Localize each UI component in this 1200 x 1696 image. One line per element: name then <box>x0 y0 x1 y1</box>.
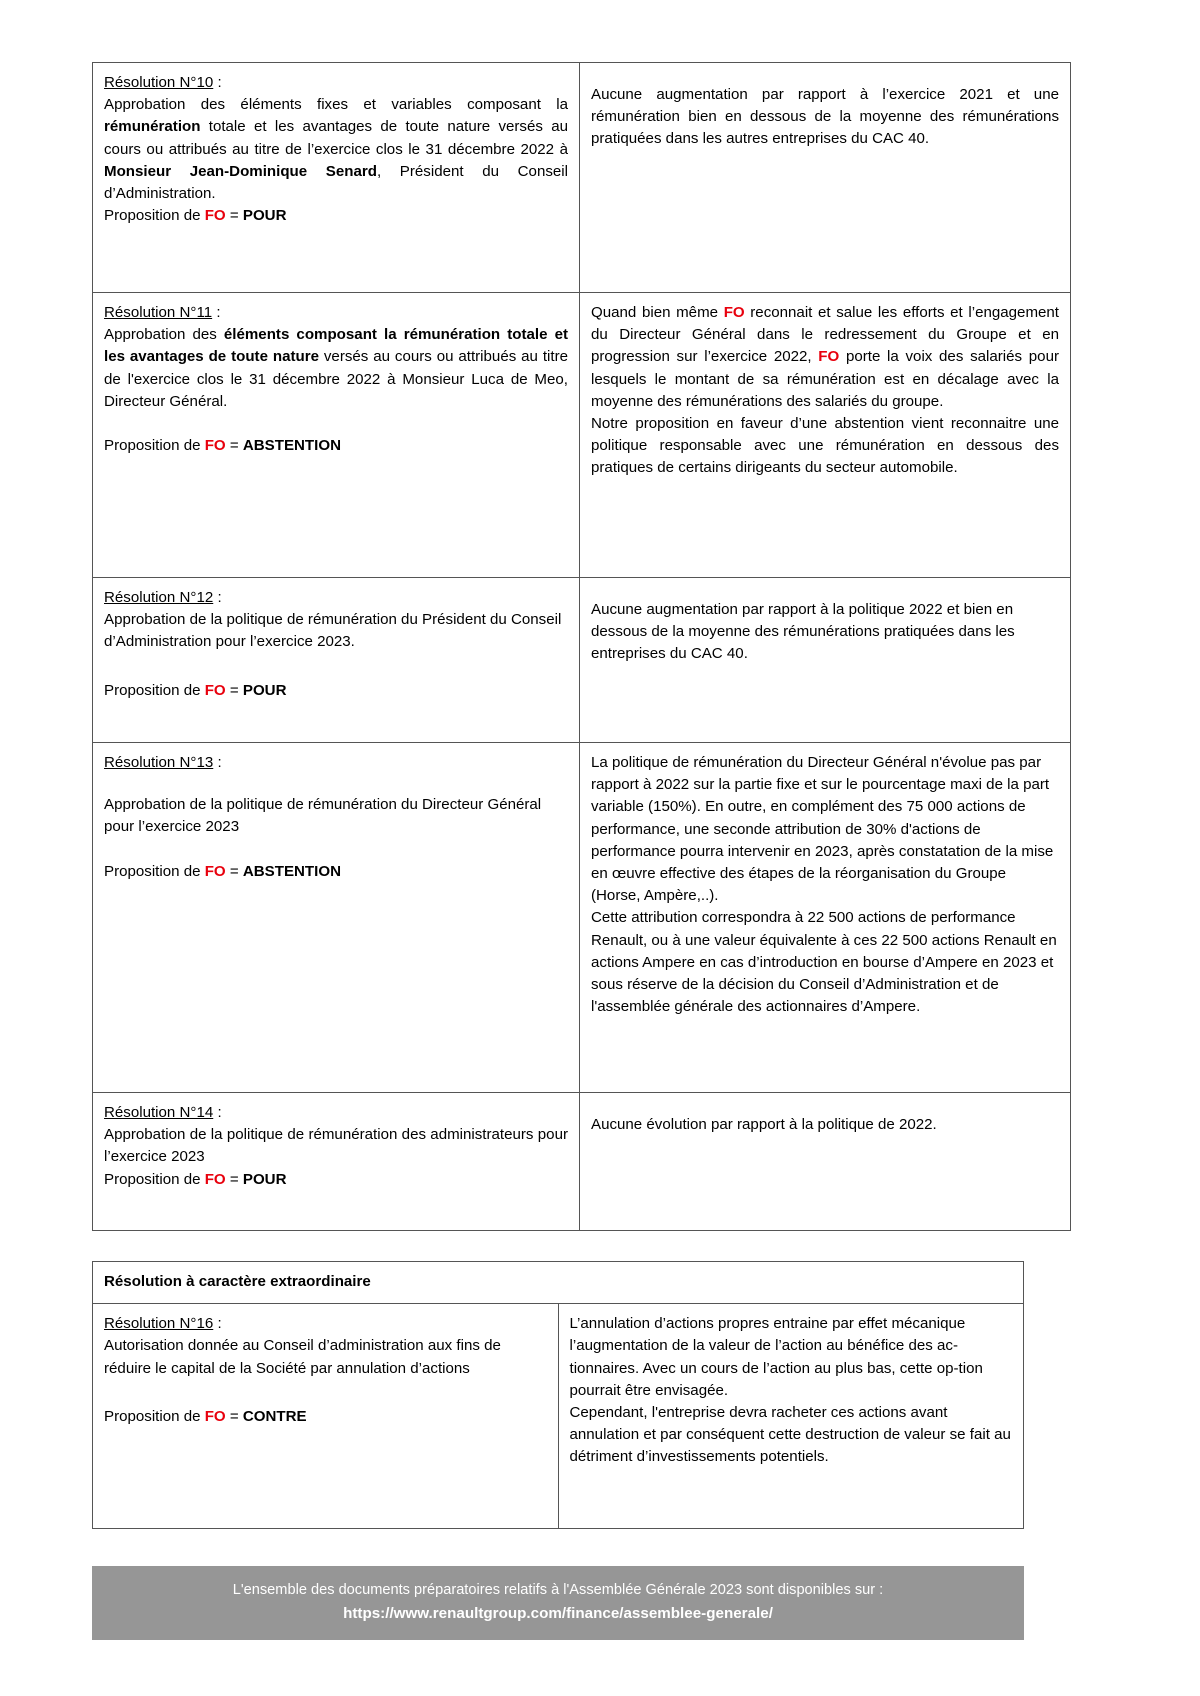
spacer <box>104 774 568 794</box>
extraordinary-heading: Résolution à caractère extraordinaire <box>93 1262 1024 1304</box>
resolution-12-proposition <box>104 680 568 702</box>
footer-text: L'ensemble des documents préparatoires relatifs à l'Assemblée Générale 2023 sont disponibles sur : <box>232 1582 884 1598</box>
resolution-11-left-cell <box>93 293 580 578</box>
resolution-14-title-line <box>104 1102 568 1124</box>
resolution-11-comment-para-1 <box>591 302 1059 413</box>
resolution-12-title-line <box>104 587 568 609</box>
resolution-10-title: Résolution N°10 <box>104 74 214 91</box>
resolution-11-comment-para-2: Notre proposition en faveur d’une abstention vient reconnaitre une politique responsable avec une rémunération en dessous des pratiques de certains dirigeants du secteur automobile. <box>591 414 1059 477</box>
fo-label: FO <box>204 862 226 880</box>
resolution-14-title-suffix: : <box>213 1104 222 1121</box>
resolution-10-proposition <box>104 205 568 227</box>
text-segment: versés au cours ou attribués au titre de l'exercice clos le 31 décembre 2022 à Monsieur Luca de Meo, Directeur Général. <box>104 348 568 410</box>
fo-label: FO <box>723 304 745 321</box>
proposition-prefix: Proposition de <box>104 1170 205 1188</box>
resolution-16-title: Résolution N°16 <box>104 1315 214 1333</box>
resolution-14-comment: Aucune évolution par rapport à la politique de 2022. <box>591 1116 937 1133</box>
resolutions-ordinary-block <box>92 62 1059 1529</box>
proposition-prefix: Proposition de <box>104 207 205 225</box>
spacer <box>591 1102 1059 1114</box>
text-segment-bold: rémunération <box>104 118 201 136</box>
resolution-10-left-cell <box>93 63 580 293</box>
proposition-value: CONTRE <box>242 1407 307 1425</box>
resolution-12-left-cell <box>93 578 580 743</box>
proposition-prefix: Proposition de <box>104 1407 205 1425</box>
text-segment: Autorisation donnée au Conseil d’administration aux fins de réduire le capital de la Société par annulation d’actions <box>104 1337 501 1377</box>
resolution-16-left-cell <box>93 1304 559 1529</box>
fo-label: FO <box>204 207 226 225</box>
resolution-16-comment-para-2: Cependant, l'entreprise devra racheter ces actions avant annulation et par conséquent cette destruction de valeur se fait au détriment d’investissements potentiels. <box>569 1403 1011 1466</box>
resolutions-table <box>92 62 1071 1231</box>
resolution-11-title-suffix: : <box>212 304 221 321</box>
proposition-value: ABSTENTION <box>242 862 341 880</box>
proposition-prefix: Proposition de <box>104 862 205 880</box>
table-row <box>93 63 1071 293</box>
resolution-10-comment: Aucune augmentation par rapport à l’exercice 2021 et une rémunération bien en dessous de la moyenne des rémunérations pratiquées dans les autres entreprises du CAC 40. <box>591 86 1059 148</box>
resolution-10-title-suffix: : <box>213 74 222 91</box>
fo-label: FO <box>204 436 226 454</box>
resolution-12-title-suffix: : <box>213 589 222 606</box>
resolution-16-proposition <box>104 1406 547 1428</box>
text-segment: Approbation des <box>104 326 224 344</box>
block-spacer <box>92 1231 1024 1261</box>
resolution-11-body <box>104 324 568 413</box>
resolution-14-proposition <box>104 1169 568 1191</box>
extraordinary-resolutions-table <box>92 1261 1024 1529</box>
resolution-16-body <box>104 1335 547 1379</box>
resolution-14-left-cell <box>93 1093 580 1231</box>
proposition-prefix: Proposition de <box>104 436 205 454</box>
resolution-16-title-suffix: : <box>213 1315 222 1333</box>
proposition-equals: = <box>225 207 243 225</box>
proposition-equals: = <box>225 681 243 699</box>
proposition-value: POUR <box>242 1170 287 1188</box>
text-segment-bold: Monsieur Jean-Dominique Senard <box>104 162 377 180</box>
text-segment: , Président du Conseil d’Administration. <box>104 162 568 202</box>
resolution-10-right-cell <box>580 63 1071 293</box>
text-segment: reconnait et salue les efforts et l’engagement du Directeur Général dans le redressement du Groupe et en progression sur l’exercice 2022, <box>591 304 1059 366</box>
fo-label: FO <box>204 681 226 699</box>
proposition-equals: = <box>225 862 243 880</box>
proposition-equals: = <box>225 1407 243 1425</box>
proposition-equals: = <box>225 1170 243 1188</box>
resolution-13-left-cell <box>93 743 580 1093</box>
text-segment: porte la voix des salariés pour lesquels le montant de sa rémunération est en décalage avec la moyenne des rémunérations des salariés du groupe. <box>591 348 1059 410</box>
resolution-12-body <box>104 609 568 653</box>
resolution-13-body <box>104 794 568 838</box>
resolution-12-title: Résolution N°12 <box>104 589 214 606</box>
resolution-10-body <box>104 94 568 205</box>
fo-label: FO <box>818 348 840 366</box>
resolution-14-title: Résolution N°14 <box>104 1104 214 1121</box>
table-row <box>93 1304 1024 1529</box>
resolution-12-right-cell <box>580 578 1071 743</box>
resolution-16-comment-para-1: L’annulation d’actions propres entraine par effet mécanique l’augmentation de la valeur de l’action au bénéfice des ac-tionnaires. Avec un cours de l’action au plus bas, cette op-tion pourrait être envisagée. <box>569 1315 983 1399</box>
proposition-value: POUR <box>242 681 287 699</box>
text-segment: Approbation des éléments fixes et variables composant la <box>104 96 568 114</box>
resolution-11-proposition <box>104 435 568 457</box>
text-segment: Approbation de la politique de rémunération du Directeur Général pour l’exercice 2023 <box>104 796 542 836</box>
fo-label: FO <box>204 1170 226 1188</box>
footer-bar <box>92 1566 1024 1640</box>
text-segment-bold: éléments composant la rémunération totale et les avantages de toute nature <box>104 326 568 366</box>
resolution-13-comment-para-1: La politique de rémunération du Directeur Général n'évolue pas par rapport à 2022 sur la partie fixe et sur le pourcentage maxi de la part variable (150%). En outre, en complément des 75 000 actions de performance, une seconde attribution de 30% d'actions de performance pourra intervenir en 2023, après constatation de la mise en œuvre effective des étapes de la réorganisation du Groupe (Horse, Ampère,..). <box>591 754 1054 905</box>
resolution-11-title-line <box>104 302 568 324</box>
resolution-14-right-cell <box>580 1093 1071 1231</box>
spacer <box>591 587 1059 599</box>
table-row <box>93 743 1071 1093</box>
resolution-16-title-line <box>104 1313 547 1335</box>
table-header-row <box>93 1262 1024 1304</box>
resolution-13-title-suffix: : <box>213 754 222 771</box>
resolution-11-right-cell <box>580 293 1071 578</box>
text-segment: totale et les avantages de toute nature versés au cours ou attribués au titre de l’exercice clos le 31 décembre 2022 à <box>104 118 568 158</box>
proposition-value: POUR <box>242 207 287 225</box>
proposition-value: ABSTENTION <box>242 436 341 454</box>
table-row <box>93 293 1071 578</box>
resolution-13-comment-para-2: Cette attribution correspondra à 22 500 actions de performance Renault, ou à une valeur équivalente à ces 22 500 actions Renault en actions Ampere en cas d’introduction en bourse d’Ampere en 2023 et sous réserve de la décision du Conseil d’Administration et de l'assemblée générale des actionnaires d’Ampere. <box>591 909 1057 1016</box>
table-row <box>93 578 1071 743</box>
proposition-prefix: Proposition de <box>104 681 205 699</box>
resolution-13-right-cell <box>580 743 1071 1093</box>
resolution-12-comment: Aucune augmentation par rapport à la politique 2022 et bien en dessous de la moyenne des rémunérations pratiquées dans les entreprises du CAC 40. <box>591 601 1015 663</box>
text-segment: Approbation de la politique de rémunération du Président du Conseil d’Administration pour l’exercice 2023. <box>104 611 562 651</box>
footer-url[interactable]: https://www.renaultgroup.com/finance/assemblee-generale/ <box>343 1604 773 1622</box>
resolution-13-proposition <box>104 861 568 883</box>
resolution-13-title-line <box>104 752 568 774</box>
table-row <box>93 1093 1071 1231</box>
resolution-11-title: Résolution N°11 <box>104 304 213 321</box>
text-segment: Approbation de la politique de rémunération des administrateurs pour l’exercice 2023 <box>104 1126 568 1166</box>
fo-label: FO <box>204 1407 226 1425</box>
spacer <box>591 72 1059 84</box>
proposition-equals: = <box>225 436 243 454</box>
resolution-13-title: Résolution N°13 <box>104 754 214 771</box>
resolution-14-body <box>104 1124 568 1168</box>
text-segment: Quand bien même <box>591 304 724 321</box>
resolution-10-title-line <box>104 72 568 94</box>
resolution-16-right-cell <box>558 1304 1024 1529</box>
